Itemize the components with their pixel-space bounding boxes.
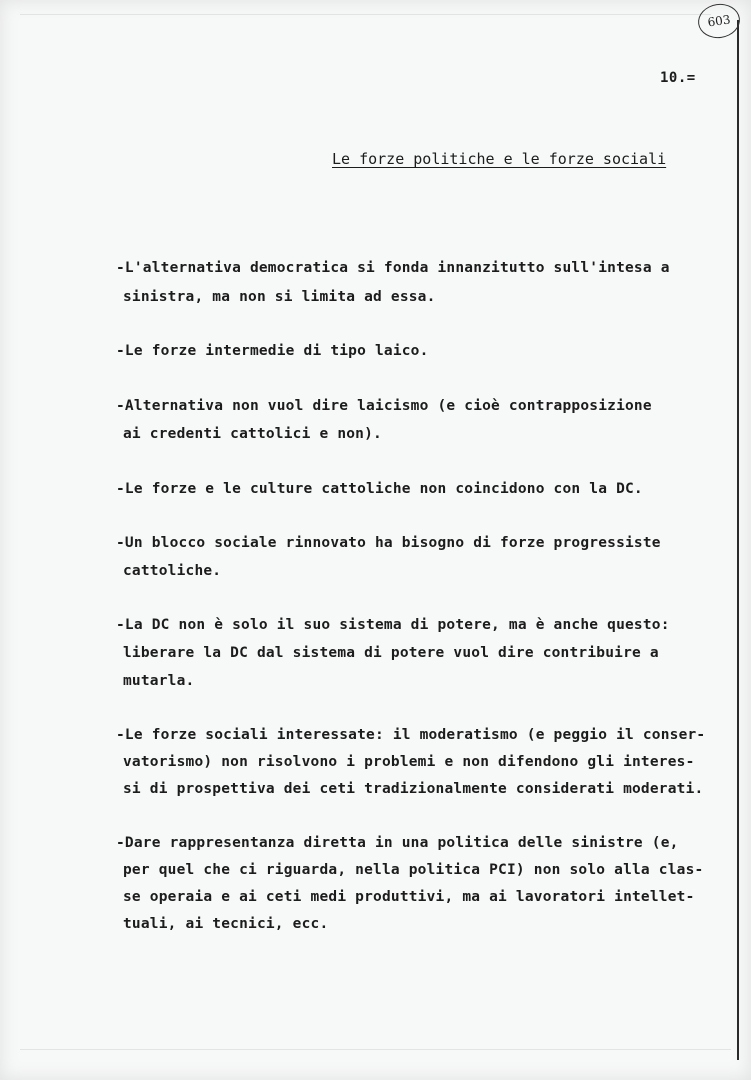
text-line: -Le forze intermedie di tipo laico. [116, 343, 429, 359]
text-line: se operaia e ai ceti medi produttivi, ma ai lavoratori intellet- [123, 889, 695, 905]
text-line: tuali, ai tecnici, ecc. [123, 916, 329, 932]
text-line: liberare la DC dal sistema di potere vuol dire contribuire a [123, 645, 659, 661]
text-line: ai credenti cattolici e non). [123, 426, 382, 442]
text-line: -Le forze e le culture cattoliche non coincidono con la DC. [116, 481, 643, 497]
scan-artifact-bottom [20, 1049, 731, 1050]
text-line: -L'alternativa democratica si fonda innanzitutto sull'intesa a [116, 260, 670, 276]
scan-artifact-top [20, 14, 711, 15]
text-line: cattoliche. [123, 563, 222, 579]
section-heading: Le forze politiche e le forze sociali [332, 150, 667, 168]
text-line: vatorismo) non risolvono i problemi e non difendono gli interes- [123, 754, 695, 770]
page-right-edge [737, 20, 739, 1060]
text-line: -Dare rappresentanza diretta in una politica delle sinistre (e, [116, 835, 679, 851]
page-number: 10.= [660, 70, 696, 86]
text-line: -Le forze sociali interessate: il moderatismo (e peggio il conser- [116, 727, 706, 743]
text-line: -Un blocco sociale rinnovato ha bisogno di forze progressiste [116, 535, 661, 551]
text-line: -Alternativa non vuol dire laicismo (e cioè contrapposizione [116, 398, 652, 414]
text-line: mutarla. [123, 673, 195, 689]
archive-stamp: 603 [696, 1, 742, 41]
text-line: sinistra, ma non si limita ad essa. [123, 289, 436, 305]
text-line: -La DC non è solo il suo sistema di potere, ma è anche questo: [116, 617, 670, 633]
text-line: si di prospettiva dei ceti tradizionalmente considerati moderati. [123, 781, 704, 797]
text-line: per quel che ci riguarda, nella politica PCI) non solo alla clas- [123, 862, 704, 878]
